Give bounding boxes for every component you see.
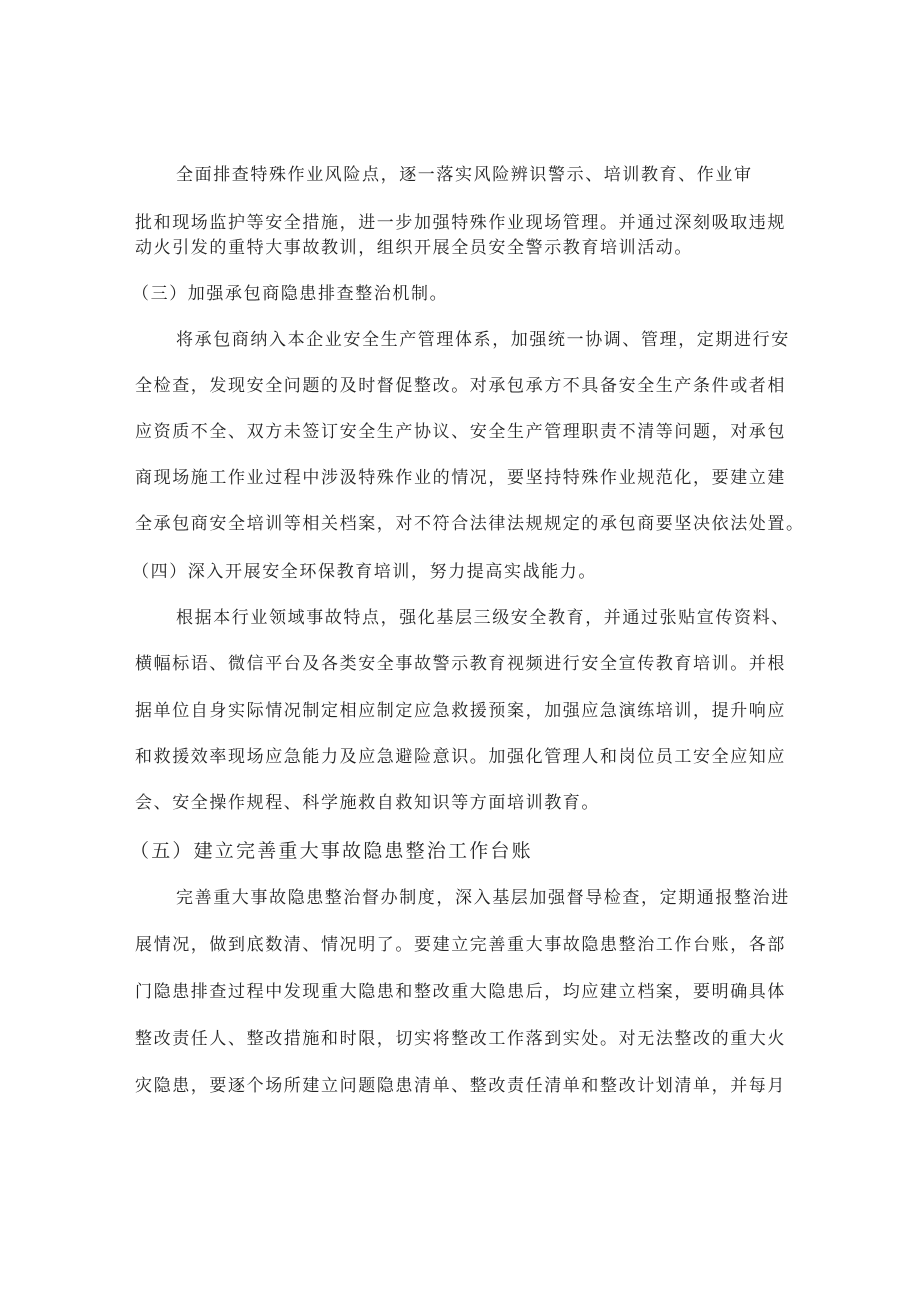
text-line: 动火引发的重特大事故教训，组织开展全员安全警示教育培训活动。	[135, 238, 693, 258]
text-line: 整改责任人、整改措施和时限，切实将整改工作落到实处。对无法整改的重大火	[135, 1029, 786, 1049]
text-line: 将承包商纳入本企业安全生产管理体系，加强统一协调、管理，定期进行安	[176, 330, 790, 350]
text-line: 应资质不全、双方未签订安全生产协议、安全生产管理职责不清等问题，对承包	[135, 422, 786, 442]
text-line: 据单位自身实际情况制定相应制定应急救援预案，加强应急演练培训，提升响应	[135, 701, 786, 721]
text-line: 横幅标语、微信平台及各类安全事故警示教育视频进行安全宣传教育培训。并根	[135, 654, 786, 674]
text-line: 根据本行业领域事故特点，强化基层三级安全教育，并通过张贴宣传资料、	[176, 608, 790, 628]
text-line: 全承包商安全培训等相关档案，对不符合法律法规规定的承包商要坚决依法处置。	[135, 514, 805, 534]
text-line: 完善重大事故隐患整治督办制度，深入基层加强督导检查，定期通报整治进	[176, 888, 790, 908]
section-heading-4: （四）深入开展安全环保教育培训，努力提高实战能力。	[132, 562, 597, 582]
text-line: 批和现场监护等安全措施，进一步加强特殊作业现场管理。并通过深刻吸取违规	[135, 213, 786, 233]
text-line: 展情况，做到底数清、情况明了。要建立完善重大事故隐患整治工作台账，各部	[135, 935, 786, 955]
section-heading-3: （三）加强承包商隐患排查整治机制。	[132, 284, 449, 304]
text-line: 灾隐患，要逐个场所建立问题隐患清单、整改责任清单和整改计划清单，并每月	[135, 1076, 786, 1096]
text-line: 门隐患排查过程中发现重大隐患和整改重大隐患后，均应建立档案，要明确具体	[135, 982, 786, 1002]
text-line: 全面排查特殊作业风险点，逐一落实风险辨识警示、培训教育、作业审	[176, 165, 753, 185]
section-heading-5: （五）建立完善重大事故隐患整治工作台账	[130, 840, 533, 862]
text-line: 会、安全操作规程、科学施救自救知识等方面培训教育。	[135, 793, 600, 813]
text-line: 和救援效率现场应急能力及应急避险意识。加强化管理人和岗位员工安全应知应	[135, 747, 786, 767]
text-line: 全检查，发现安全问题的及时督促整改。对承包承方不具备安全生产条件或者相	[135, 376, 786, 396]
text-line: 商现场施工作业过程中涉汲特殊作业的情况，要坚持特殊作业规范化，要建立建	[135, 468, 786, 488]
